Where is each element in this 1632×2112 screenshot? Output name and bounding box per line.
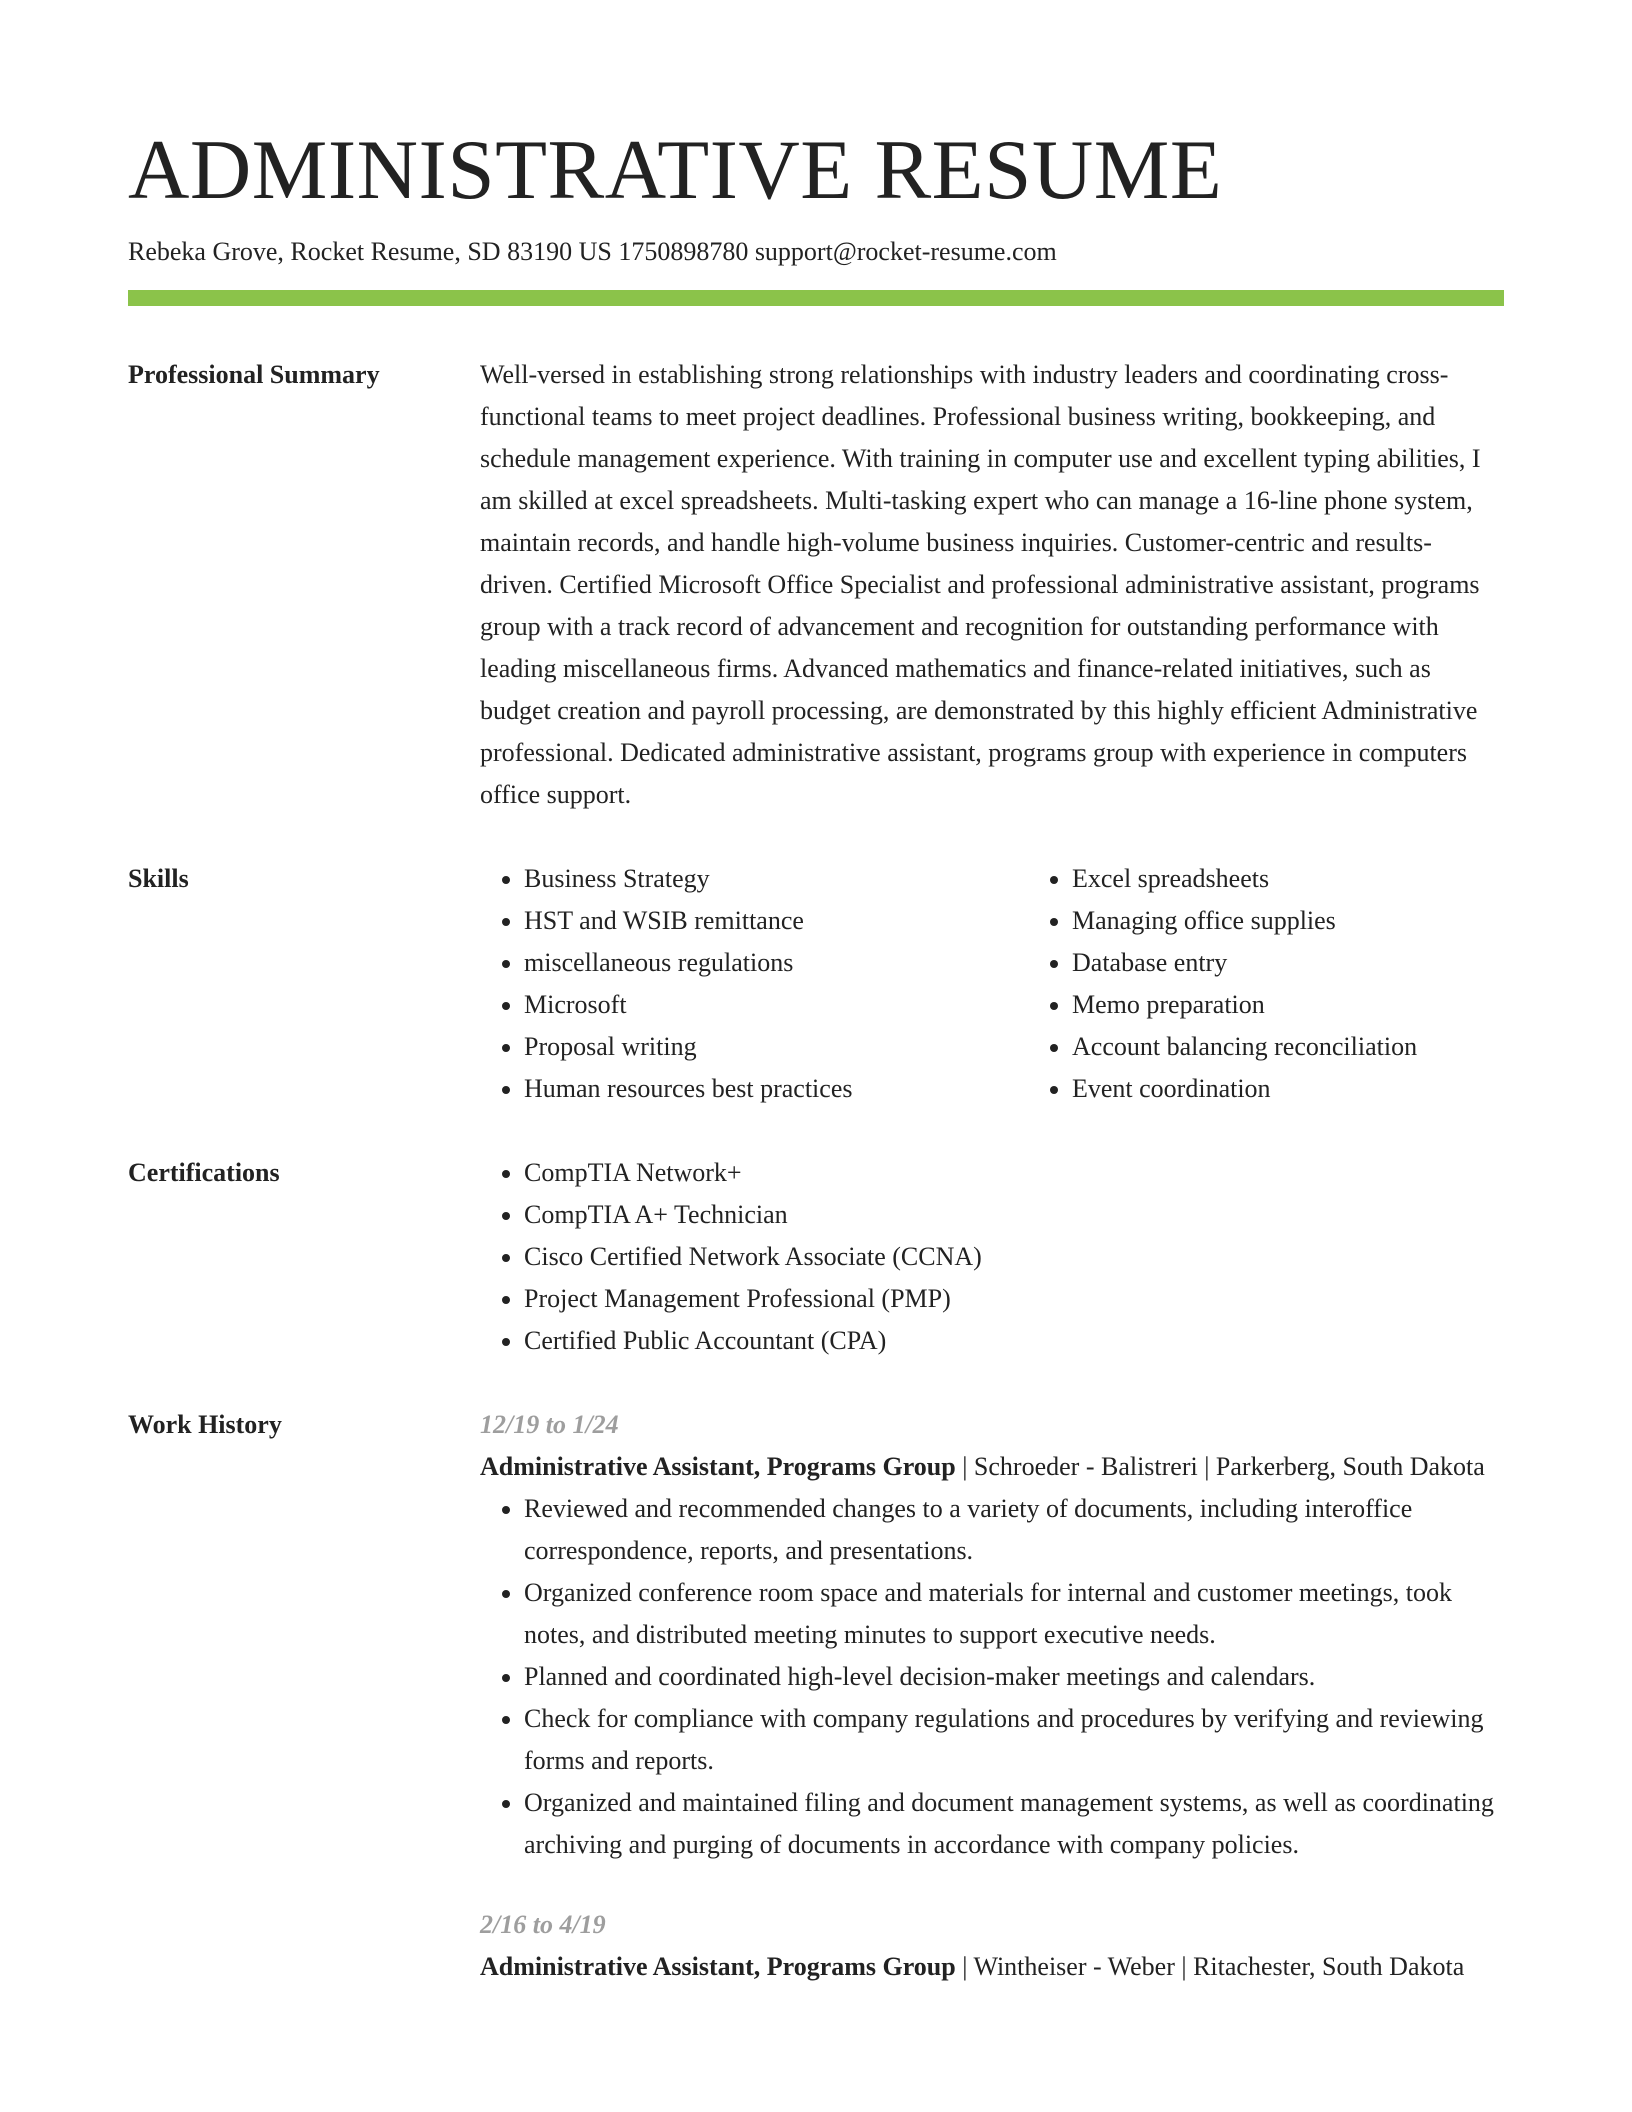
job-entry: [480, 1404, 1504, 1866]
skills-heading: Skills: [128, 864, 189, 893]
certification-item: • CompTIA Network+: [524, 1152, 1504, 1194]
resume-page: [128, 118, 1504, 2026]
skill-item: • Human resources best practices: [524, 1068, 1028, 1110]
skill-item: • Managing office supplies: [1072, 900, 1576, 942]
job-title: Administrative Assistant, Programs Group: [480, 1452, 956, 1481]
job-title-line: [480, 1946, 1504, 1988]
skill-item: • Proposal writing: [524, 1026, 1028, 1068]
skill-item: • Database entry: [1072, 942, 1576, 984]
skill-item: • miscellaneous regulations: [524, 942, 1028, 984]
summary-text: Well-versed in establishing strong relationships with industry leaders and coordinating cross-functional teams to meet project deadlines. Professional business writing, bookkeeping, and schedule management experience. With training in computer use and excellent typing abilities, I am skilled at excel spreadsheets. Multi-tasking expert who can manage a 16-line phone system, maintain records, and handle high-volume business inquiries. Customer-centric and results-driven. Certified Microsoft Office Specialist and professional administrative assistant, programs group with a track record of advancement and recognition for outstanding performance with leading miscellaneous firms. Advanced mathematics and finance-related initiatives, such as budget creation and payroll processing, are demonstrated by this highly efficient Administrative professional. Dedicated administrative assistant, programs group with experience in computers office support.: [480, 360, 1481, 809]
certifications-list: [480, 1152, 1504, 1362]
skills-body: [480, 858, 1576, 1110]
skills-list-left: [480, 858, 1028, 1110]
job-entry: [480, 1904, 1504, 1988]
skill-item: • Excel spreadsheets: [1072, 858, 1576, 900]
skill-item: • Account balancing reconciliation: [1072, 1026, 1576, 1068]
summary-heading: Professional Summary: [128, 360, 380, 389]
accent-divider: [128, 290, 1504, 306]
job-bullet: • Check for compliance with company regulations and procedures by verifying and reviewing forms and reports.: [524, 1698, 1504, 1782]
skill-item: • Event coordination: [1072, 1068, 1576, 1110]
skill-item: • HST and WSIB remittance: [524, 900, 1028, 942]
summary-section: [128, 354, 1504, 816]
skill-item: • Microsoft: [524, 984, 1028, 1026]
skill-item: • Business Strategy: [524, 858, 1028, 900]
certification-item: • Cisco Certified Network Associate (CCNA): [524, 1236, 1504, 1278]
skills-list-right: [1028, 858, 1576, 1110]
job-bullet: • Organized conference room space and materials for internal and customer meetings, took notes, and distributed meeting minutes to support executive needs.: [524, 1572, 1504, 1656]
job-details: | Wintheiser - Weber | Ritachester, South Dakota: [955, 1952, 1465, 1981]
job-title-line: [480, 1446, 1504, 1488]
job-title: Administrative Assistant, Programs Group: [480, 1952, 956, 1981]
certifications-heading: Certifications: [128, 1158, 280, 1187]
contact-line: Rebeka Grove, Rocket Resume, SD 83190 US 1750898780 support@rocket-resume.com: [128, 237, 1057, 266]
work-history-heading: Work History: [128, 1410, 282, 1439]
job-bullet: • Organized and maintained filing and document management systems, as well as coordinating archiving and purging of documents in accordance with company policies.: [524, 1782, 1504, 1866]
job-details: | Schroeder - Balistreri | Parkerberg, South Dakota: [955, 1452, 1485, 1481]
skills-section: [128, 858, 1504, 1110]
certifications-body: [480, 1152, 1504, 1362]
job-bullet: • Reviewed and recommended changes to a variety of documents, including interoffice correspondence, reports, and presentations.: [524, 1488, 1504, 1572]
skill-item: • Memo preparation: [1072, 984, 1576, 1026]
job-bullets: [480, 1488, 1504, 1866]
job-dates: 2/16 to 4/19: [480, 1910, 606, 1939]
work-history-section: [128, 1404, 1504, 2026]
certification-item: • CompTIA A+ Technician: [524, 1194, 1504, 1236]
summary-body: [480, 354, 1504, 816]
certifications-section: [128, 1152, 1504, 1362]
job-dates: 12/19 to 1/24: [480, 1410, 619, 1439]
certification-item: • Certified Public Accountant (CPA): [524, 1320, 1504, 1362]
work-history-body: [480, 1404, 1504, 2026]
job-bullet: • Planned and coordinated high-level decision-maker meetings and calendars.: [524, 1656, 1504, 1698]
resume-title: ADMINISTRATIVE RESUME: [128, 123, 1223, 217]
certification-item: • Project Management Professional (PMP): [524, 1278, 1504, 1320]
